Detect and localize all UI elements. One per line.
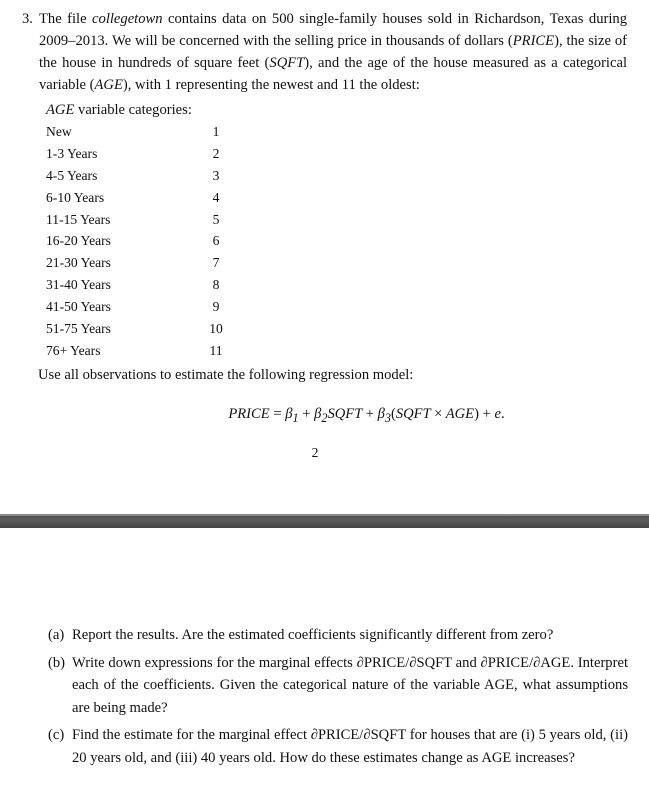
subquestion-text: Report the results. Are the estimated coefficients significantly different from zero?	[72, 627, 554, 643]
category-code: 8	[212, 277, 220, 293]
subquestion-list	[48, 624, 628, 774]
file-name: collegetown	[92, 11, 163, 27]
category-code: 5	[212, 211, 220, 227]
category-label: 11-15 Years	[46, 211, 111, 227]
page-number: 2	[311, 445, 319, 460]
subquestion-label: (c)	[48, 727, 65, 743]
category-row	[46, 252, 236, 274]
category-row	[46, 340, 236, 362]
category-row	[46, 296, 236, 318]
subquestion-item	[48, 624, 628, 647]
category-code: 11	[209, 342, 223, 358]
category-label: 16-20 Years	[46, 233, 111, 249]
age-categories-title	[46, 99, 192, 121]
category-row	[46, 274, 236, 296]
category-code: 1	[212, 124, 220, 139]
subquestion-label: (b)	[48, 654, 66, 671]
category-row	[46, 209, 236, 231]
category-code: 6	[212, 233, 220, 249]
instruction-text: Use all observations to estimate the following regression model:	[38, 367, 414, 383]
question-intro	[22, 8, 627, 96]
category-row	[46, 230, 236, 252]
intro-text: ), and the age of the house measured as a categorical variable (	[39, 55, 627, 93]
title-text: variable categories:	[74, 102, 192, 118]
category-label: 51-75 Years	[46, 321, 111, 337]
var-sqft: SQFT	[269, 55, 305, 71]
category-code: 4	[212, 189, 220, 205]
category-row	[46, 187, 236, 209]
category-row	[46, 121, 236, 143]
intro-text: contains data on 500 single-family houses sold in Richardson, Texas during 2009–2013. We will be concerned with the selling price in thousands of dollars (	[39, 11, 627, 49]
category-code: 10	[209, 321, 223, 337]
subquestion-item	[48, 652, 628, 720]
category-row	[46, 165, 236, 187]
var-age: AGE	[94, 77, 123, 93]
intro-text: ), with 1 representing the newest and 11 the oldest:	[122, 77, 420, 93]
question-text	[39, 8, 627, 96]
category-row	[46, 318, 236, 340]
category-label: 31-40 Years	[46, 277, 111, 293]
var-price: PRICE	[512, 33, 555, 49]
category-code: 2	[212, 145, 220, 161]
category-code: 7	[212, 255, 220, 271]
subquestion-text: Find the estimate for the marginal effect ∂PRICE/∂SQFT for houses that are (i) 5 years old, (ii) 20 years old, and (iii) 40 years old. How do these estimates change as AGE increases?	[72, 727, 628, 766]
intro-text: ), the size of the house in hundreds of square feet (	[39, 33, 627, 71]
subquestion-label: (a)	[48, 627, 65, 643]
category-code: 3	[212, 167, 220, 183]
category-code: 9	[212, 299, 220, 315]
subquestion-text: Write down expressions for the marginal effects ∂PRICE/∂SQFT and ∂PRICE/∂AGE. Interpret each of the coefficients. Given the categorical nature of the variable AGE, what assumptions are being made?	[72, 654, 628, 716]
age-var: AGE	[46, 102, 75, 118]
age-category-table	[46, 121, 236, 362]
intro-text: The file	[39, 11, 93, 27]
category-row	[46, 143, 236, 165]
category-label: 41-50 Years	[46, 299, 111, 315]
subquestion-item	[48, 724, 628, 769]
category-label: 21-30 Years	[46, 255, 111, 271]
category-label: 6-10 Years	[46, 189, 105, 205]
question-number: 3.	[22, 11, 33, 27]
regression-equation: PRICE = $\beta_1$ + $\beta_2SQFT$ + $\beta_3(SQFT \times AGE) + e$.	[228, 406, 505, 425]
category-label: 4-5 Years	[46, 167, 98, 183]
page-divider	[0, 514, 649, 528]
category-label: 76+ Years	[46, 342, 101, 358]
category-label: New	[46, 124, 72, 139]
category-label: 1-3 Years	[46, 145, 98, 161]
